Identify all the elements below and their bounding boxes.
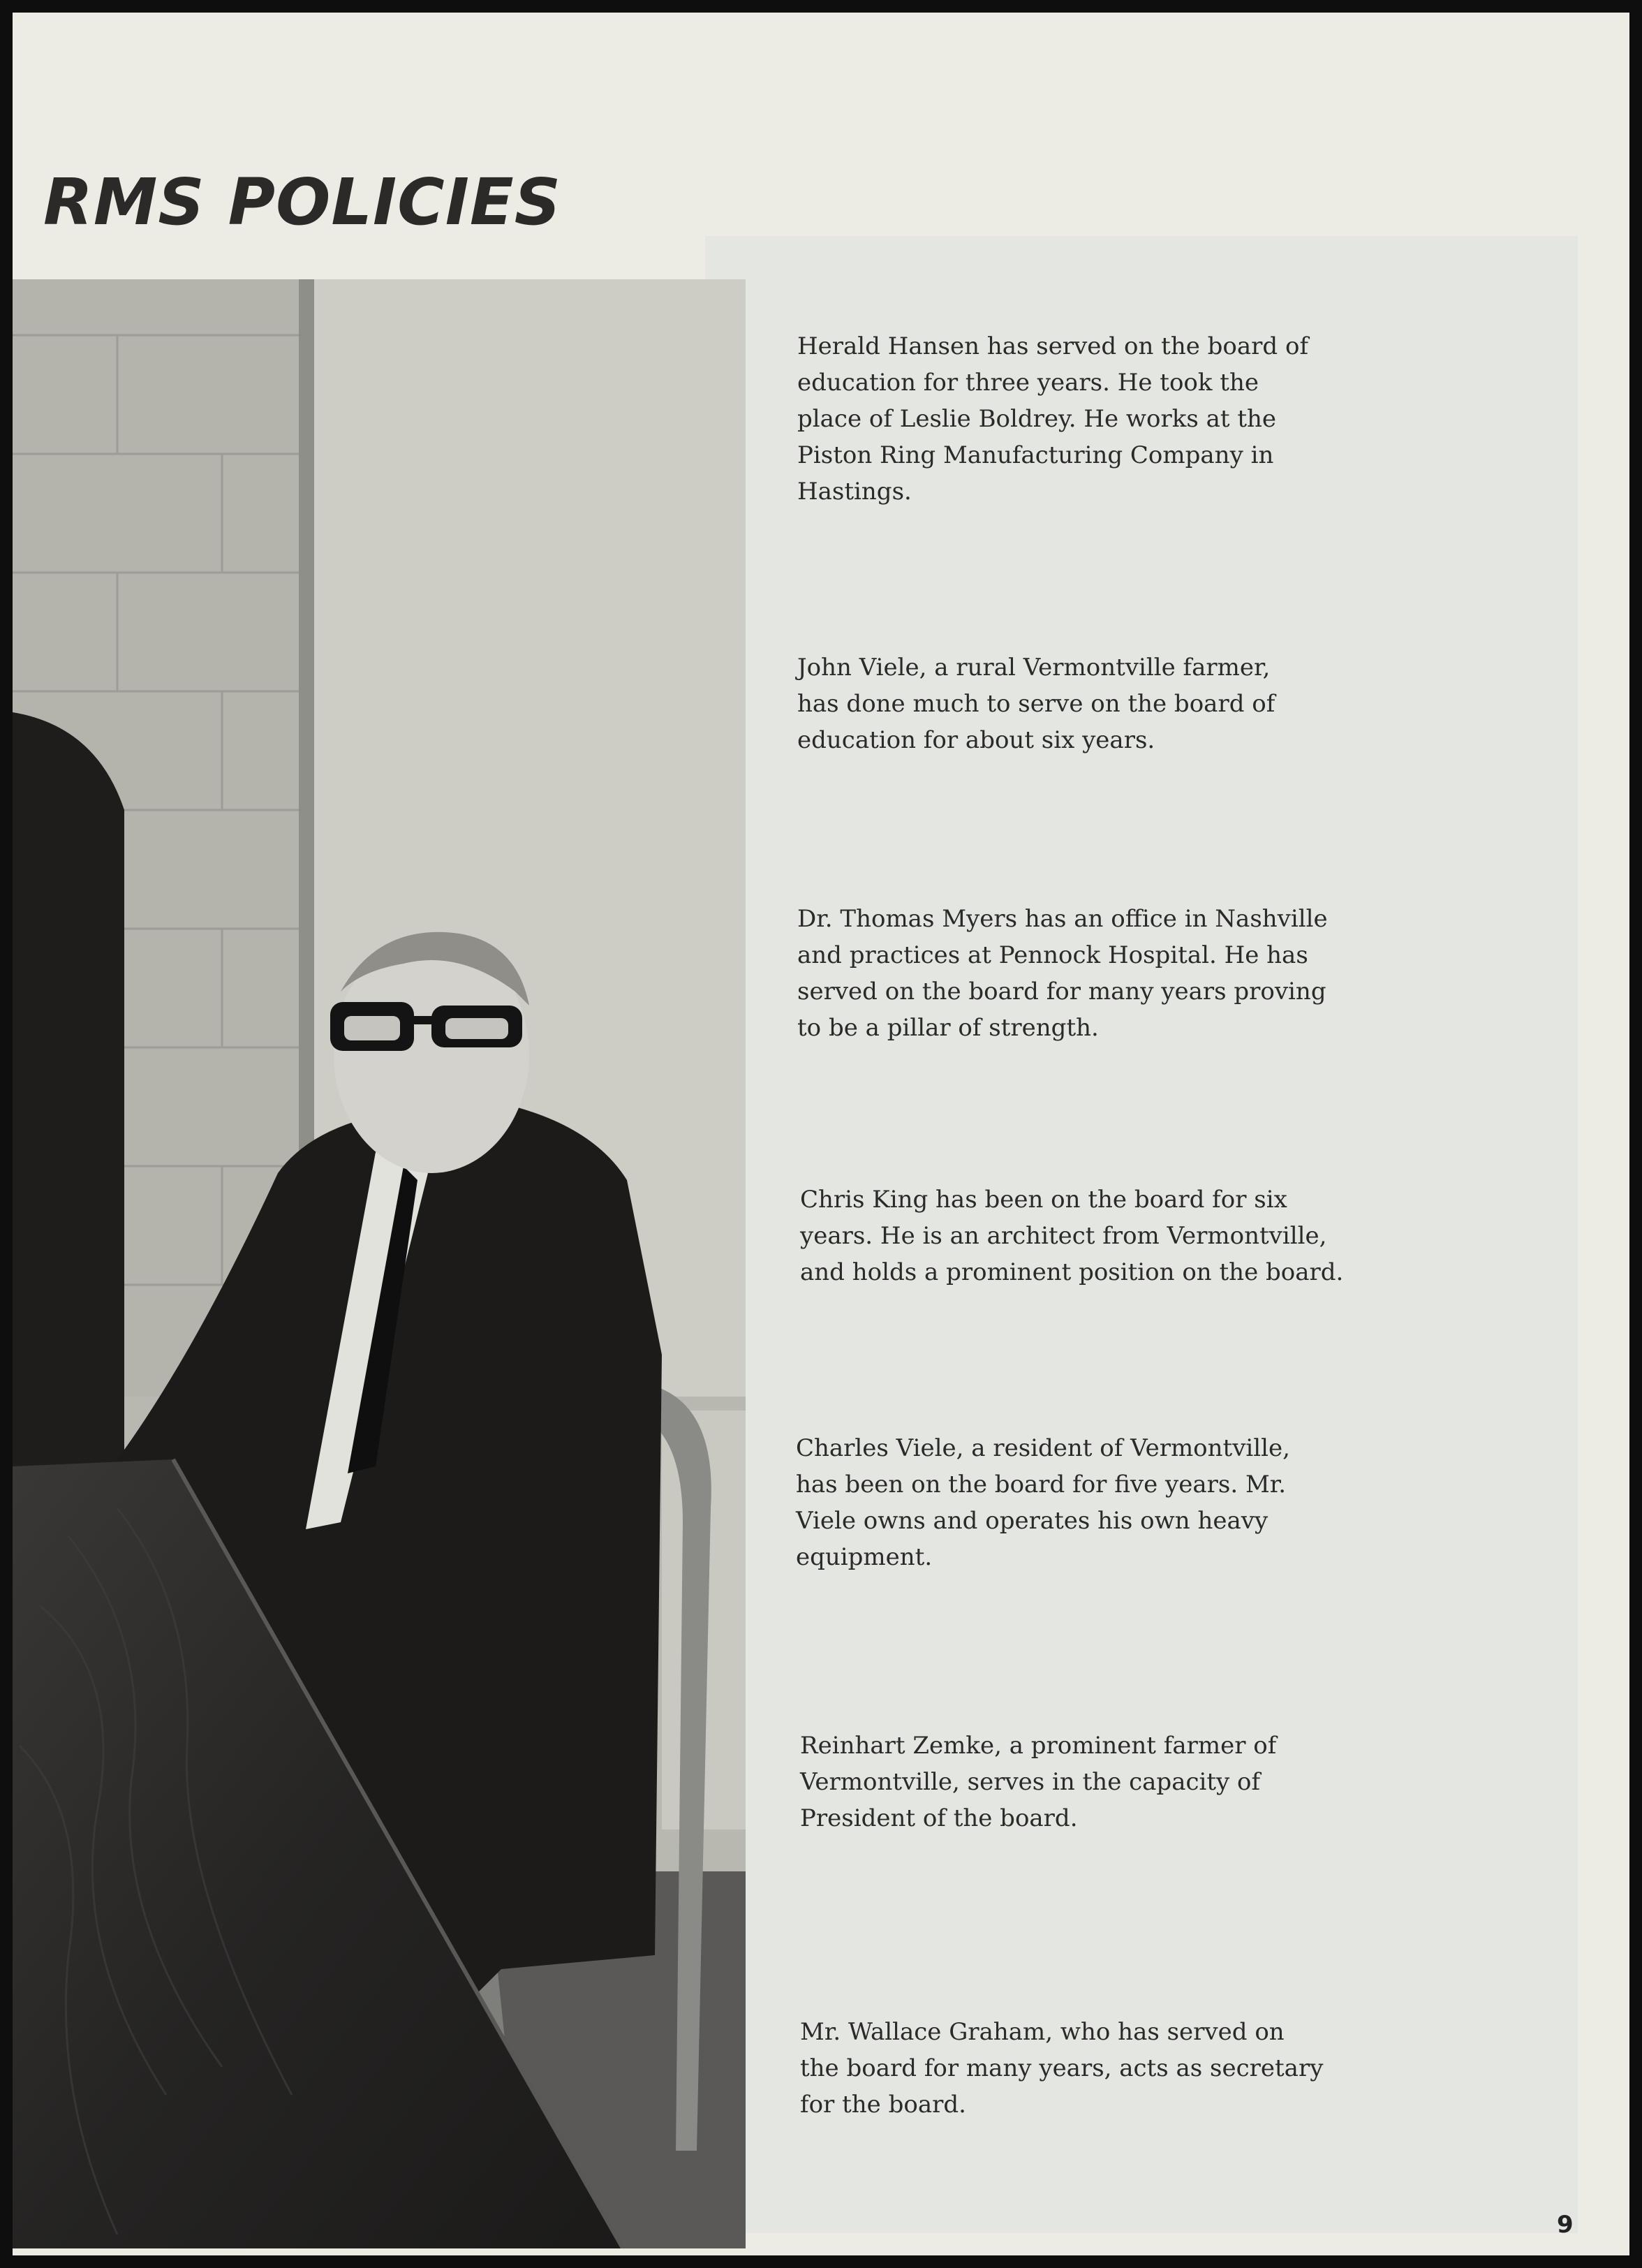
bio-herald-hansen: Herald Hansen has served on the board of education for three years. He took the place of Leslie Boldrey. He works at the Piston Ring Manufacturing Company in Hastings. [797,332,1309,506]
page-number: 9 [1557,2211,1574,2239]
bio-chris-king: Chris King has been on the board for six years. He is an architect from Vermontville, and holds a prominent position on the board. [800,1186,1344,1286]
board-member-photo [13,279,746,2248]
page-title: RMS POLICIES [43,165,562,240]
yearbook-page [13,13,1629,2255]
bio-charles-viele: Charles Viele, a resident of Vermontville, has been on the board for five years. Mr. Viele owns and operates his own heavy equipment. [796,1434,1290,1571]
bio-thomas-myers: Dr. Thomas Myers has an office in Nashville and practices at Pennock Hospital. He has served on the board for many years proving to be a pillar of strength. [797,905,1328,1042]
bio-reinhart-zemke: Reinhart Zemke, a prominent farmer of Vermontville, serves in the capacity of President of the board. [800,1732,1277,1832]
bio-john-viele: John Viele, a rural Vermontville farmer, has done much to serve on the board of education for about six years. [797,654,1275,754]
bio-wallace-graham: Mr. Wallace Graham, who has served on the board for many years, acts as secretary for the board. [800,2018,1324,2119]
